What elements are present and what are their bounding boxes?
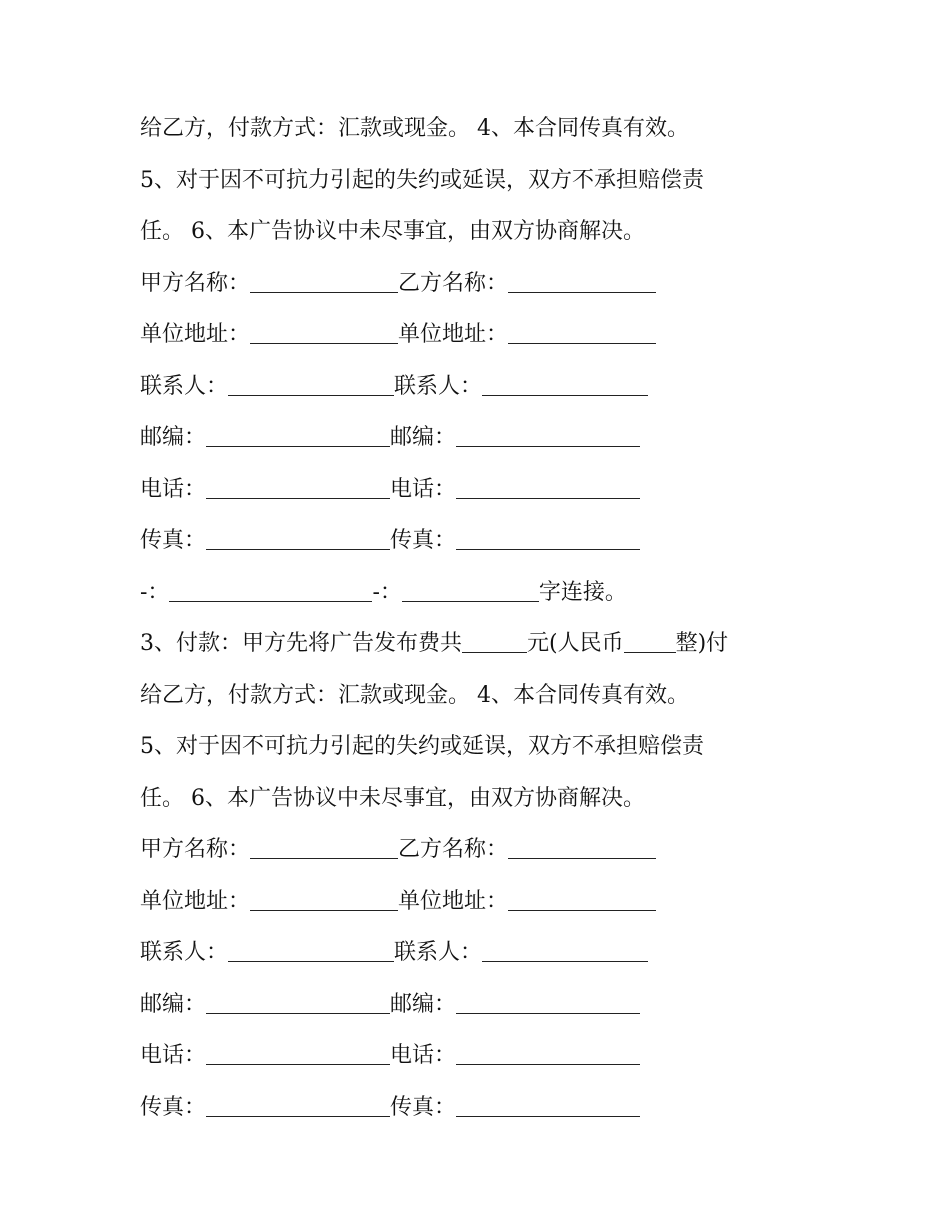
text-line: 给乙方，付款方式：汇款或现金。 4、本合同传真有效。 bbox=[140, 682, 689, 708]
address-row bbox=[140, 309, 840, 361]
party-a-address-blank[interactable] bbox=[250, 322, 398, 344]
party-a-address-blank[interactable] bbox=[250, 889, 398, 911]
party-a-postcode-label: 邮编： bbox=[140, 991, 207, 1017]
text-line: 任。 6、本广告协议中未尽事宜，由双方协商解决。 bbox=[140, 785, 645, 811]
phone-row bbox=[140, 1030, 840, 1082]
party-b-postcode-label: 邮编： bbox=[390, 991, 457, 1017]
party-b-address-label: 单位地址： bbox=[398, 888, 509, 914]
party-b-phone-blank[interactable] bbox=[456, 1043, 640, 1065]
connector-label-b: -： bbox=[372, 579, 402, 605]
phone-row bbox=[140, 464, 840, 516]
text-line: 给乙方，付款方式：汇款或现金。 4、本合同传真有效。 bbox=[140, 116, 689, 141]
party-b-contact-blank[interactable] bbox=[482, 940, 648, 962]
party-b-name-blank[interactable] bbox=[508, 837, 656, 859]
contact-row bbox=[140, 361, 840, 413]
party-b-contact-label: 联系人： bbox=[394, 373, 483, 399]
postcode-row bbox=[140, 979, 840, 1031]
party-name-row bbox=[140, 258, 840, 310]
party-b-fax-label: 传真： bbox=[390, 1094, 457, 1120]
party-b-name-label: 乙方名称： bbox=[398, 270, 509, 296]
party-b-contact-label: 联系人： bbox=[394, 940, 483, 965]
party-b-contact-blank[interactable] bbox=[482, 374, 648, 396]
party-b-phone-label: 电话： bbox=[390, 476, 457, 502]
party-b-postcode-label: 邮编： bbox=[390, 425, 457, 450]
party-a-phone-label: 电话： bbox=[140, 1043, 207, 1068]
party-b-address-blank[interactable] bbox=[508, 889, 656, 911]
party-b-postcode-blank[interactable] bbox=[456, 992, 640, 1014]
party-a-name-label: 甲方名称： bbox=[140, 837, 251, 862]
text-line: 任。 6、本广告协议中未尽事宜，由双方协商解决。 bbox=[140, 219, 645, 244]
party-a-fax-blank[interactable] bbox=[206, 1095, 390, 1117]
party-a-address-label: 单位地址： bbox=[140, 322, 251, 347]
connector-label-a: -： bbox=[140, 579, 170, 605]
party-a-name-label: 甲方名称： bbox=[140, 270, 251, 296]
payment-suffix: 整)付 bbox=[675, 631, 729, 656]
party-a-contact-label: 联系人： bbox=[140, 373, 229, 399]
postcode-row bbox=[140, 412, 840, 464]
address-row bbox=[140, 876, 840, 928]
party-a-phone-blank[interactable] bbox=[206, 477, 390, 499]
party-a-name-blank[interactable] bbox=[250, 837, 398, 859]
party-a-phone-label: 电话： bbox=[140, 476, 207, 502]
payment-rmb-label: 元(人民币 bbox=[527, 631, 624, 656]
party-a-fax-blank[interactable] bbox=[206, 528, 390, 550]
text-line: 5、对于因不可抗力引起的失约或延误，双方不承担赔偿责 bbox=[140, 167, 704, 193]
payment-rmb-blank[interactable] bbox=[624, 631, 676, 653]
document-page bbox=[140, 103, 840, 1133]
party-b-phone-label: 电话： bbox=[390, 1043, 457, 1068]
connector-suffix: 字连接。 bbox=[538, 579, 627, 605]
party-name-row bbox=[140, 824, 840, 876]
party-a-fax-label: 传真： bbox=[140, 528, 207, 553]
party-b-name-blank[interactable] bbox=[508, 271, 656, 293]
party-a-phone-blank[interactable] bbox=[206, 1043, 390, 1065]
connector-blank-b[interactable] bbox=[402, 580, 539, 602]
party-b-fax-label: 传真： bbox=[390, 528, 457, 553]
party-b-fax-blank[interactable] bbox=[456, 1095, 640, 1117]
party-b-address-blank[interactable] bbox=[508, 322, 656, 344]
party-b-name-label: 乙方名称： bbox=[398, 837, 509, 862]
party-b-fax-blank[interactable] bbox=[456, 528, 640, 550]
party-b-postcode-blank[interactable] bbox=[456, 425, 640, 447]
fax-row bbox=[140, 1082, 840, 1134]
party-b-phone-blank[interactable] bbox=[456, 477, 640, 499]
contact-row bbox=[140, 927, 840, 979]
text-line: 5、对于因不可抗力引起的失约或延误，双方不承担赔偿责 bbox=[140, 734, 704, 759]
party-a-postcode-blank[interactable] bbox=[206, 992, 390, 1014]
fax-row bbox=[140, 515, 840, 567]
payment-amount-blank[interactable] bbox=[462, 631, 527, 653]
party-a-postcode-label: 邮编： bbox=[140, 425, 207, 450]
payment-label: 3、付款：甲方先将广告发布费共 bbox=[140, 631, 462, 656]
party-a-name-blank[interactable] bbox=[250, 271, 398, 293]
party-a-contact-label: 联系人： bbox=[140, 940, 229, 965]
connector-row bbox=[140, 567, 840, 619]
party-b-address-label: 单位地址： bbox=[398, 322, 509, 347]
connector-blank-a[interactable] bbox=[169, 580, 372, 602]
party-a-address-label: 单位地址： bbox=[140, 888, 251, 914]
party-a-fax-label: 传真： bbox=[140, 1094, 207, 1120]
payment-row bbox=[140, 618, 840, 670]
party-a-contact-blank[interactable] bbox=[228, 374, 394, 396]
party-a-contact-blank[interactable] bbox=[228, 940, 394, 962]
party-a-postcode-blank[interactable] bbox=[206, 425, 390, 447]
